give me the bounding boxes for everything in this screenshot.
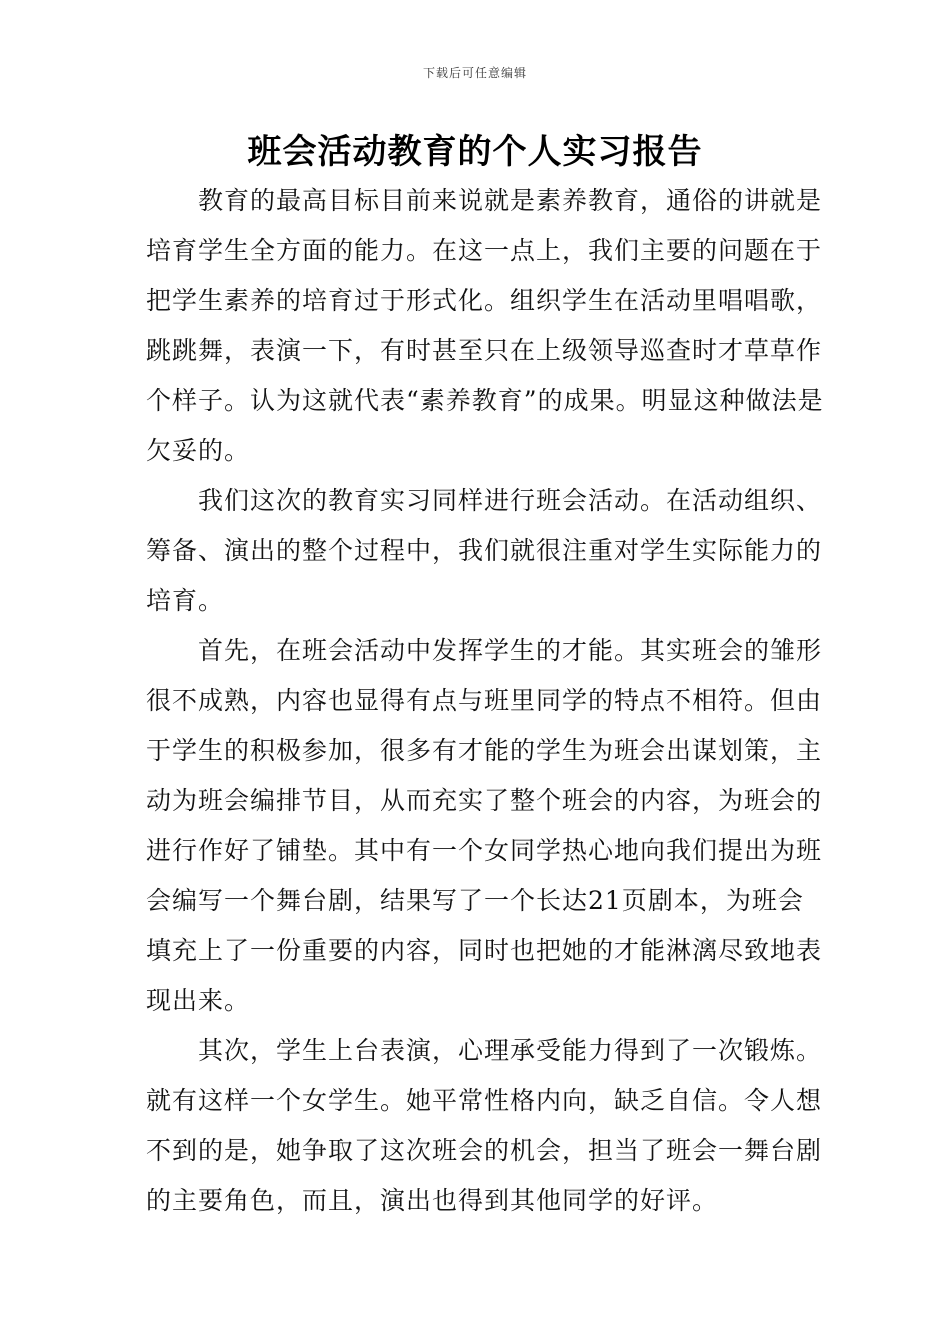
document-body [146, 176, 826, 1226]
paragraph-2: 我们这次的教育实习同样进行班会活动。在活动组织、筹备、演出的整个过程中，我们就很注重对学生实际能力的培育。 [146, 486, 823, 615]
document-title: 班会活动教育的个人实习报告 [247, 132, 703, 172]
paragraph-4: 其次，学生上台表演，心理承受能力得到了一次锻炼。就有这样一个女学生。她平常性格内向，缺乏自信。令人想不到的是，她争取了这次班会的机会，担当了班会一舞台剧的主要角色，而且，演出也得到其他同学的好评。 [146, 1036, 823, 1215]
header-note: 下载后可任意编辑 [422, 66, 527, 80]
paragraph-3: 首先，在班会活动中发挥学生的才能。其实班会的雏形很不成熟，内容也显得有点与班里同学的特点不相符。但由于学生的积极参加，很多有才能的学生为班会出谋划策，主动为班会编排节目，从而充实了整个班会的内容，为班会的进行作好了铺垫。其中有一个女同学热心地向我们提出为班会编写一个舞台剧，结果写了一个长达21页剧本，为班会填充上了一份重要的内容，同时也把她的才能淋漓尽致地表现出来。 [146, 636, 823, 1015]
paragraph-1: 教育的最高目标目前来说就是素养教育，通俗的讲就是培育学生全方面的能力。在这一点上，我们主要的问题在于把学生素养的培育过于形式化。组织学生在活动里唱唱歌，跳跳舞，表演一下，有时甚至只在上级领导巡查时才草草作个样子。认为这就代表“素养教育”的成果。明显这种做法是欠妥的。 [146, 186, 824, 465]
